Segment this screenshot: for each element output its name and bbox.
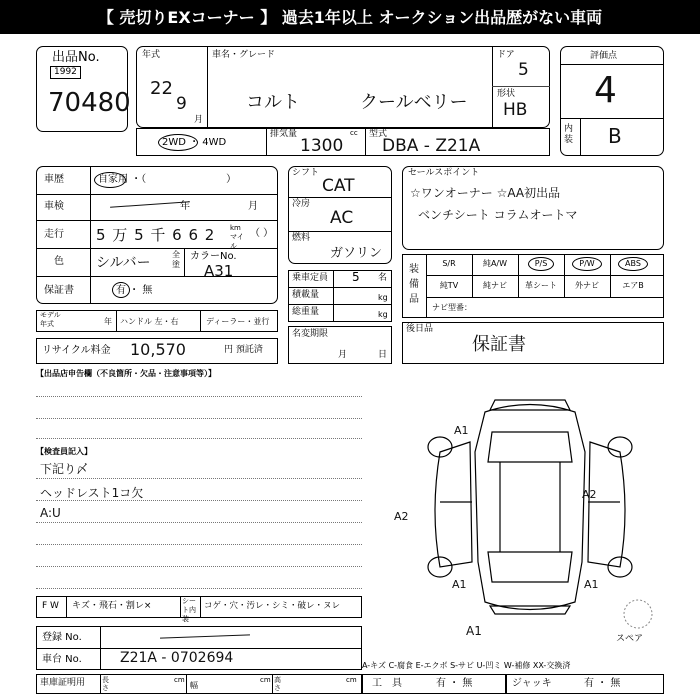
body-value: HB bbox=[503, 100, 528, 120]
sales-points-line2: ベンチシート コラムオートマ bbox=[418, 208, 578, 222]
owner-change-day: 日 bbox=[378, 350, 388, 360]
body-label: 形状 bbox=[497, 89, 516, 99]
seat-items: コゲ・穴・汚レ・シミ・破レ・ヌレ bbox=[204, 601, 341, 611]
mark-a1-top: A1 bbox=[454, 424, 469, 437]
equip-leather: 革シート bbox=[525, 281, 557, 290]
displacement-value: 1300 bbox=[300, 136, 344, 156]
seller-notes-label: 【出品店申告欄（不良箇所・欠品・注意事項等）】 bbox=[36, 369, 216, 378]
spec-2-unit: kg bbox=[378, 310, 388, 319]
handle-options: ハンドル 左・右 bbox=[120, 317, 179, 326]
cert-length-unit: cm bbox=[174, 676, 185, 684]
later-docs-value: 保証書 bbox=[472, 334, 526, 355]
cert-width: 幅 bbox=[190, 681, 198, 690]
model-year-unit: 年 bbox=[104, 317, 112, 326]
model-year-label2: 年式 bbox=[40, 320, 54, 328]
warranty-label: 保証書 bbox=[44, 285, 74, 296]
model-code-value: DBA - Z21A bbox=[382, 136, 481, 156]
cert-height-unit: cm bbox=[346, 676, 357, 684]
mark-a2-left: A2 bbox=[394, 510, 409, 523]
ac-label: 冷房 bbox=[292, 199, 311, 209]
ac-value: AC bbox=[330, 208, 354, 228]
chassis-label: 車台 No. bbox=[42, 654, 82, 665]
score-value: 4 bbox=[594, 70, 617, 111]
lot-number: 70480 bbox=[48, 88, 131, 118]
recycle-label: リサイクル料金 bbox=[42, 345, 111, 356]
equip-abs: ABS bbox=[625, 259, 641, 268]
equipment-label: 装備品 bbox=[409, 264, 419, 305]
month-value: 9 bbox=[176, 94, 187, 114]
jack-options: 有 ・ 無 bbox=[584, 678, 621, 689]
color-value: シルバー bbox=[96, 255, 151, 271]
displacement-unit: cc bbox=[350, 129, 358, 137]
shift-label: シフト bbox=[292, 168, 320, 178]
model-year-label1: モデル bbox=[40, 311, 61, 319]
lot-label: 出品No. bbox=[52, 50, 100, 65]
inspector-label: 【検査員記入】 bbox=[36, 447, 92, 456]
history-label: 車歴 bbox=[44, 174, 64, 185]
mark-a2-right: A2 bbox=[582, 488, 597, 501]
doors-value: 5 bbox=[518, 60, 529, 80]
car-damage-diagram bbox=[400, 392, 660, 632]
model-name: コルト bbox=[246, 92, 300, 113]
cert-length: 長さ bbox=[102, 676, 109, 692]
year-label: 年式 bbox=[142, 50, 161, 60]
registration-label: 登録 No. bbox=[42, 632, 82, 643]
recycle-value: 10,570 bbox=[130, 340, 186, 359]
color-no-value: A31 bbox=[204, 262, 234, 280]
warranty-options: 有 ・ 無 bbox=[116, 285, 153, 296]
sales-points-label: セールスポイント bbox=[408, 168, 480, 178]
doors-label: ドア bbox=[497, 50, 515, 60]
model-label: 車名・グレード bbox=[212, 50, 276, 60]
chassis-value: Z21A - 0702694 bbox=[120, 650, 234, 666]
displacement-label: 排気量 bbox=[270, 129, 298, 139]
color-label: 色 bbox=[54, 256, 64, 267]
spec-0-label: 乗車定員 bbox=[292, 273, 329, 283]
equip-airbag: エアB bbox=[622, 281, 644, 290]
interior-value: B bbox=[608, 124, 622, 148]
model-grade: クールベリー bbox=[360, 92, 468, 113]
mark-a1-right-rear: A1 bbox=[584, 578, 599, 591]
fw-items: キズ・飛石・割レ× bbox=[72, 601, 152, 611]
equip-pw: P/W bbox=[579, 259, 595, 268]
spec-1-label: 積載量 bbox=[292, 290, 320, 300]
mileage-value: 5 万 5 千 6 6 2 bbox=[96, 226, 216, 244]
history-options: 自家用 ・（ ） bbox=[98, 174, 237, 185]
interior-label: 内装 bbox=[564, 124, 574, 145]
equip-sr: S/R bbox=[442, 259, 456, 268]
inspection-year-unit: 年 bbox=[180, 201, 190, 212]
dealer-options: ディーラー・並行 bbox=[206, 317, 270, 326]
damage-legend: A-キズ C-腐食 E-エクボ S-サビ U-凹ミ W-補修 XX-交換済 bbox=[362, 661, 571, 670]
mileage-unit: km マイル bbox=[230, 224, 244, 250]
fuel-label: 燃料 bbox=[292, 233, 311, 243]
jack-label: ジャッキ bbox=[512, 678, 552, 689]
drive-options: 2WD ・ 4WD bbox=[162, 137, 227, 148]
cert-height: 高さ bbox=[274, 676, 281, 692]
cert-label: 車庫証明用 bbox=[40, 678, 86, 688]
inspector-line-2: A:U bbox=[40, 506, 61, 520]
later-docs-label: 後日品 bbox=[406, 324, 434, 334]
fw-label: F W bbox=[42, 601, 59, 611]
equip-aw: 純A/W bbox=[482, 259, 508, 268]
fuel-value: ガソリン bbox=[330, 246, 383, 261]
recycle-unit: 円 預託済 bbox=[224, 345, 263, 355]
header-title: 【 売切りEXコーナー 】 過去1年以上 オークション出品歴がない車両 bbox=[97, 8, 603, 27]
later-docs-box bbox=[402, 322, 664, 364]
spec-0-value: 5 bbox=[352, 270, 360, 284]
spec-0-unit: 名 bbox=[378, 273, 388, 283]
inspector-line-1: ヘッドレスト1コ欠 bbox=[40, 486, 144, 500]
inspection-label: 車検 bbox=[44, 201, 64, 212]
tools-options: 有 ・ 無 bbox=[436, 678, 473, 689]
score-label: 評価点 bbox=[590, 51, 618, 61]
seat-label: シート内装 bbox=[182, 597, 196, 623]
equip-ext-navi: 外ナビ bbox=[575, 281, 599, 290]
tools-label: 工 具 bbox=[372, 678, 402, 689]
year-value: 22 bbox=[150, 78, 173, 99]
paint-label: 全塗 bbox=[172, 250, 180, 269]
equip-navi: 純ナビ bbox=[483, 281, 507, 290]
equip-tv: 純TV bbox=[439, 281, 459, 290]
mileage-label: 走行 bbox=[44, 229, 64, 240]
spec-1-unit: kg bbox=[378, 293, 388, 302]
inspection-month-unit: 月 bbox=[248, 201, 258, 212]
cert-width-unit: cm bbox=[260, 676, 271, 684]
owner-change-month: 月 bbox=[338, 350, 348, 360]
owner-change-label: 名変期限 bbox=[292, 329, 329, 339]
sales-points-line1: ☆ワンオーナー ☆AA初出品 bbox=[410, 186, 561, 200]
color-no-label: カラーNo. bbox=[190, 251, 237, 262]
inspector-line-0: 下記り〆 bbox=[40, 462, 89, 476]
spec-2-label: 総重量 bbox=[292, 307, 320, 317]
spare-label: スペア bbox=[616, 634, 644, 644]
lot-sub: 1992 bbox=[50, 66, 81, 79]
shift-value: CAT bbox=[322, 176, 355, 196]
equip-ps: P/S bbox=[534, 259, 548, 268]
mileage-paren: （ ） bbox=[250, 228, 274, 239]
month-unit: 月 bbox=[194, 115, 204, 125]
mark-a1-bottom: A1 bbox=[466, 624, 482, 638]
model-code-label: 型式 bbox=[369, 129, 388, 139]
nav-model-label: ナビ型番： bbox=[432, 303, 472, 312]
mark-a1-left-rear: A1 bbox=[452, 578, 467, 591]
